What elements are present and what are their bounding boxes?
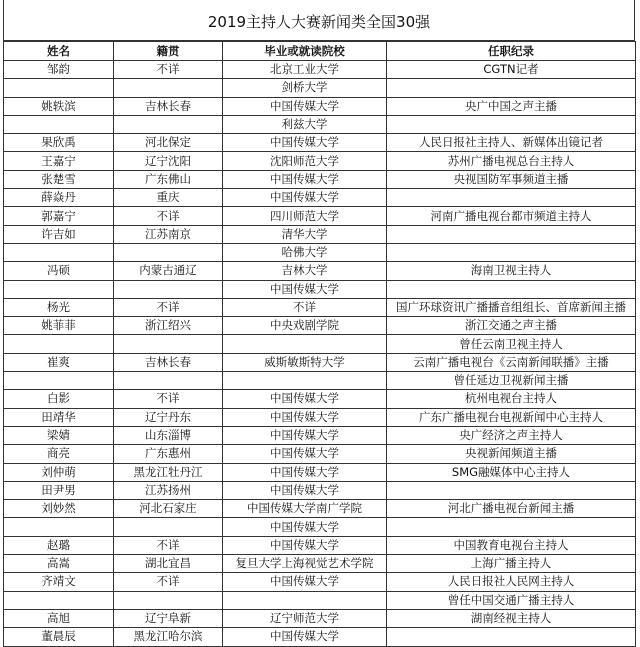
career-cell [387, 243, 636, 261]
hometown-cell: 广东佛山 [114, 170, 223, 188]
hometown-cell: 黑龙江牡丹江 [114, 463, 223, 481]
career-cell: 央广经济之声主持人 [387, 426, 636, 444]
table-row [4, 298, 636, 316]
name-cell: 冯硕 [4, 262, 114, 280]
hometown-cell [114, 115, 223, 133]
hometown-cell: 重庆 [114, 189, 223, 207]
school-cell: 复旦大学上海视觉艺术学院 [223, 555, 387, 573]
hometown-cell: 不详 [114, 61, 223, 79]
hometown-cell: 河北石家庄 [114, 500, 223, 518]
school-cell: 中国传媒大学 [223, 536, 387, 554]
table-row [4, 170, 636, 188]
career-cell: 曾任延边卫视新闻主播 [387, 372, 636, 390]
hometown-cell: 河北保定 [114, 134, 223, 152]
table-row [4, 335, 636, 353]
table-row [4, 225, 636, 243]
school-cell: 中国传媒大学 [223, 390, 387, 408]
school-cell: 中央戏剧学院 [223, 317, 387, 335]
name-cell: 赵璐 [4, 536, 114, 554]
school-cell: 吉林大学 [223, 262, 387, 280]
name-cell: 梁婧 [4, 426, 114, 444]
header-name: 姓名 [4, 42, 114, 61]
school-cell: 利兹大学 [223, 115, 387, 133]
name-cell: 姚菲菲 [4, 317, 114, 335]
school-cell: 中国传媒大学 [223, 408, 387, 426]
hometown-cell: 不详 [114, 390, 223, 408]
table-row [4, 372, 636, 390]
school-cell [223, 372, 387, 390]
table-row [4, 207, 636, 225]
table-row [4, 79, 636, 97]
school-cell: 北京工业大学 [223, 61, 387, 79]
school-cell: 威斯敏斯特大学 [223, 353, 387, 371]
school-cell: 清华大学 [223, 225, 387, 243]
table-row [4, 243, 636, 261]
table-row [4, 555, 636, 573]
career-cell [387, 79, 636, 97]
career-cell: CGTN记者 [387, 61, 636, 79]
career-cell: 曾任中国交通广播主持人 [387, 591, 636, 609]
hometown-cell: 浙江绍兴 [114, 317, 223, 335]
career-cell: 国广环球资讯广播播音组组长、首席新闻主播 [387, 298, 636, 316]
name-cell: 郭嘉宁 [4, 207, 114, 225]
hometown-cell: 不详 [114, 207, 223, 225]
name-cell: 高旭 [4, 609, 114, 627]
table-row [4, 628, 636, 646]
table-row [4, 481, 636, 499]
table-row [4, 536, 636, 554]
hometown-cell: 江苏扬州 [114, 481, 223, 499]
career-cell [387, 481, 636, 499]
name-cell: 董晨辰 [4, 628, 114, 646]
hometown-cell: 不详 [114, 573, 223, 591]
school-cell: 中国传媒大学 [223, 628, 387, 646]
school-cell: 中国传媒大学 [223, 134, 387, 152]
name-cell [4, 79, 114, 97]
name-cell: 杨光 [4, 298, 114, 316]
header-hometown: 籍贯 [114, 42, 223, 61]
hometown-cell: 吉林长春 [114, 353, 223, 371]
table-row [4, 115, 636, 133]
name-cell: 白影 [4, 390, 114, 408]
career-cell: 杭州电视台主持人 [387, 390, 636, 408]
hometown-cell [114, 591, 223, 609]
hometown-cell: 内蒙古通辽 [114, 262, 223, 280]
contestant-table [3, 41, 636, 647]
hometown-cell: 不详 [114, 298, 223, 316]
career-cell: 上海广播主持人 [387, 555, 636, 573]
school-cell: 中国传媒大学 [223, 481, 387, 499]
name-cell: 王嘉宁 [4, 152, 114, 170]
name-cell: 张楚雪 [4, 170, 114, 188]
school-cell: 哈佛大学 [223, 243, 387, 261]
hometown-cell [114, 243, 223, 261]
school-cell: 中国传媒大学 [223, 280, 387, 298]
career-cell [387, 225, 636, 243]
school-cell: 中国传媒大学南广学院 [223, 500, 387, 518]
hometown-cell: 吉林长春 [114, 97, 223, 115]
career-cell: 曾任云南卫视主持人 [387, 335, 636, 353]
name-cell: 薛焱丹 [4, 189, 114, 207]
name-cell: 商亮 [4, 445, 114, 463]
career-cell: 浙江交通之声主播 [387, 317, 636, 335]
school-cell: 中国传媒大学 [223, 445, 387, 463]
ranking-sheet [3, 0, 635, 647]
hometown-cell: 山东淄博 [114, 426, 223, 444]
school-cell: 中国传媒大学 [223, 426, 387, 444]
career-cell [387, 189, 636, 207]
table-row [4, 518, 636, 536]
name-cell: 崔爽 [4, 353, 114, 371]
name-cell: 邹韵 [4, 61, 114, 79]
table-row [4, 189, 636, 207]
table-row [4, 317, 636, 335]
hometown-cell [114, 372, 223, 390]
career-cell: SMG融媒体中心主持人 [387, 463, 636, 481]
table-row [4, 152, 636, 170]
career-cell [387, 115, 636, 133]
career-cell: 人民日报社人民网主持人 [387, 573, 636, 591]
name-cell [4, 243, 114, 261]
table-row [4, 134, 636, 152]
school-cell [223, 591, 387, 609]
hometown-cell: 湖北宜昌 [114, 555, 223, 573]
school-cell: 中国传媒大学 [223, 463, 387, 481]
name-cell: 田靖华 [4, 408, 114, 426]
name-cell: 许吉如 [4, 225, 114, 243]
career-cell: 海南卫视主持人 [387, 262, 636, 280]
school-cell: 四川师范大学 [223, 207, 387, 225]
hometown-cell [114, 335, 223, 353]
career-cell: 中国教育电视台主持人 [387, 536, 636, 554]
name-cell [4, 115, 114, 133]
name-cell [4, 518, 114, 536]
career-cell [387, 628, 636, 646]
career-cell: 苏州广播电视总台主持人 [387, 152, 636, 170]
name-cell: 田尹男 [4, 481, 114, 499]
name-cell: 姚轶滨 [4, 97, 114, 115]
name-cell [4, 591, 114, 609]
name-cell [4, 335, 114, 353]
table-row [4, 390, 636, 408]
school-cell [223, 335, 387, 353]
career-cell: 河北广播电视台新闻主播 [387, 500, 636, 518]
hometown-cell: 江苏南京 [114, 225, 223, 243]
header-school: 毕业或就读院校 [223, 42, 387, 61]
hometown-cell [114, 518, 223, 536]
school-cell: 中国传媒大学 [223, 170, 387, 188]
table-row [4, 591, 636, 609]
school-cell: 中国传媒大学 [223, 189, 387, 207]
table-row [4, 445, 636, 463]
name-cell: 刘仲萌 [4, 463, 114, 481]
hometown-cell: 不详 [114, 536, 223, 554]
name-cell [4, 372, 114, 390]
career-cell: 云南广播电视台《云南新闻联播》主播 [387, 353, 636, 371]
school-cell: 不详 [223, 298, 387, 316]
table-row [4, 500, 636, 518]
hometown-cell: 黑龙江哈尔滨 [114, 628, 223, 646]
table-row [4, 353, 636, 371]
name-cell: 高嵩 [4, 555, 114, 573]
name-cell [4, 280, 114, 298]
table-row [4, 609, 636, 627]
header-career: 任职纪录 [387, 42, 636, 61]
school-cell: 剑桥大学 [223, 79, 387, 97]
career-cell: 央视新闻频道主播 [387, 445, 636, 463]
career-cell: 湖南经视主持人 [387, 609, 636, 627]
hometown-cell [114, 280, 223, 298]
hometown-cell: 辽宁沈阳 [114, 152, 223, 170]
hometown-cell: 广东惠州 [114, 445, 223, 463]
school-cell: 中国传媒大学 [223, 518, 387, 536]
school-cell: 中国传媒大学 [223, 97, 387, 115]
table-row [4, 61, 636, 79]
hometown-cell: 辽宁丹东 [114, 408, 223, 426]
career-cell [387, 518, 636, 536]
career-cell: 河南广播电视台都市频道主持人 [387, 207, 636, 225]
table-row [4, 573, 636, 591]
hometown-cell: 辽宁阜新 [114, 609, 223, 627]
career-cell: 央广中国之声主播 [387, 97, 636, 115]
header-row [4, 42, 636, 61]
career-cell: 广东广播电视台电视新闻中心主持人 [387, 408, 636, 426]
table-row [4, 408, 636, 426]
school-cell: 辽宁师范大学 [223, 609, 387, 627]
table-row [4, 426, 636, 444]
career-cell: 央视国防军事频道主播 [387, 170, 636, 188]
table-row [4, 262, 636, 280]
table-row [4, 463, 636, 481]
career-cell: 人民日报社主持人、新媒体出镜记者 [387, 134, 636, 152]
school-cell: 中国传媒大学 [223, 573, 387, 591]
career-cell [387, 280, 636, 298]
hometown-cell [114, 79, 223, 97]
table-row [4, 97, 636, 115]
table-row [4, 280, 636, 298]
sheet-title: 2019主持人大赛新闻类全国30强 [3, 0, 635, 41]
name-cell: 果欣禹 [4, 134, 114, 152]
school-cell: 沈阳师范大学 [223, 152, 387, 170]
name-cell: 齐靖文 [4, 573, 114, 591]
name-cell: 刘妙然 [4, 500, 114, 518]
